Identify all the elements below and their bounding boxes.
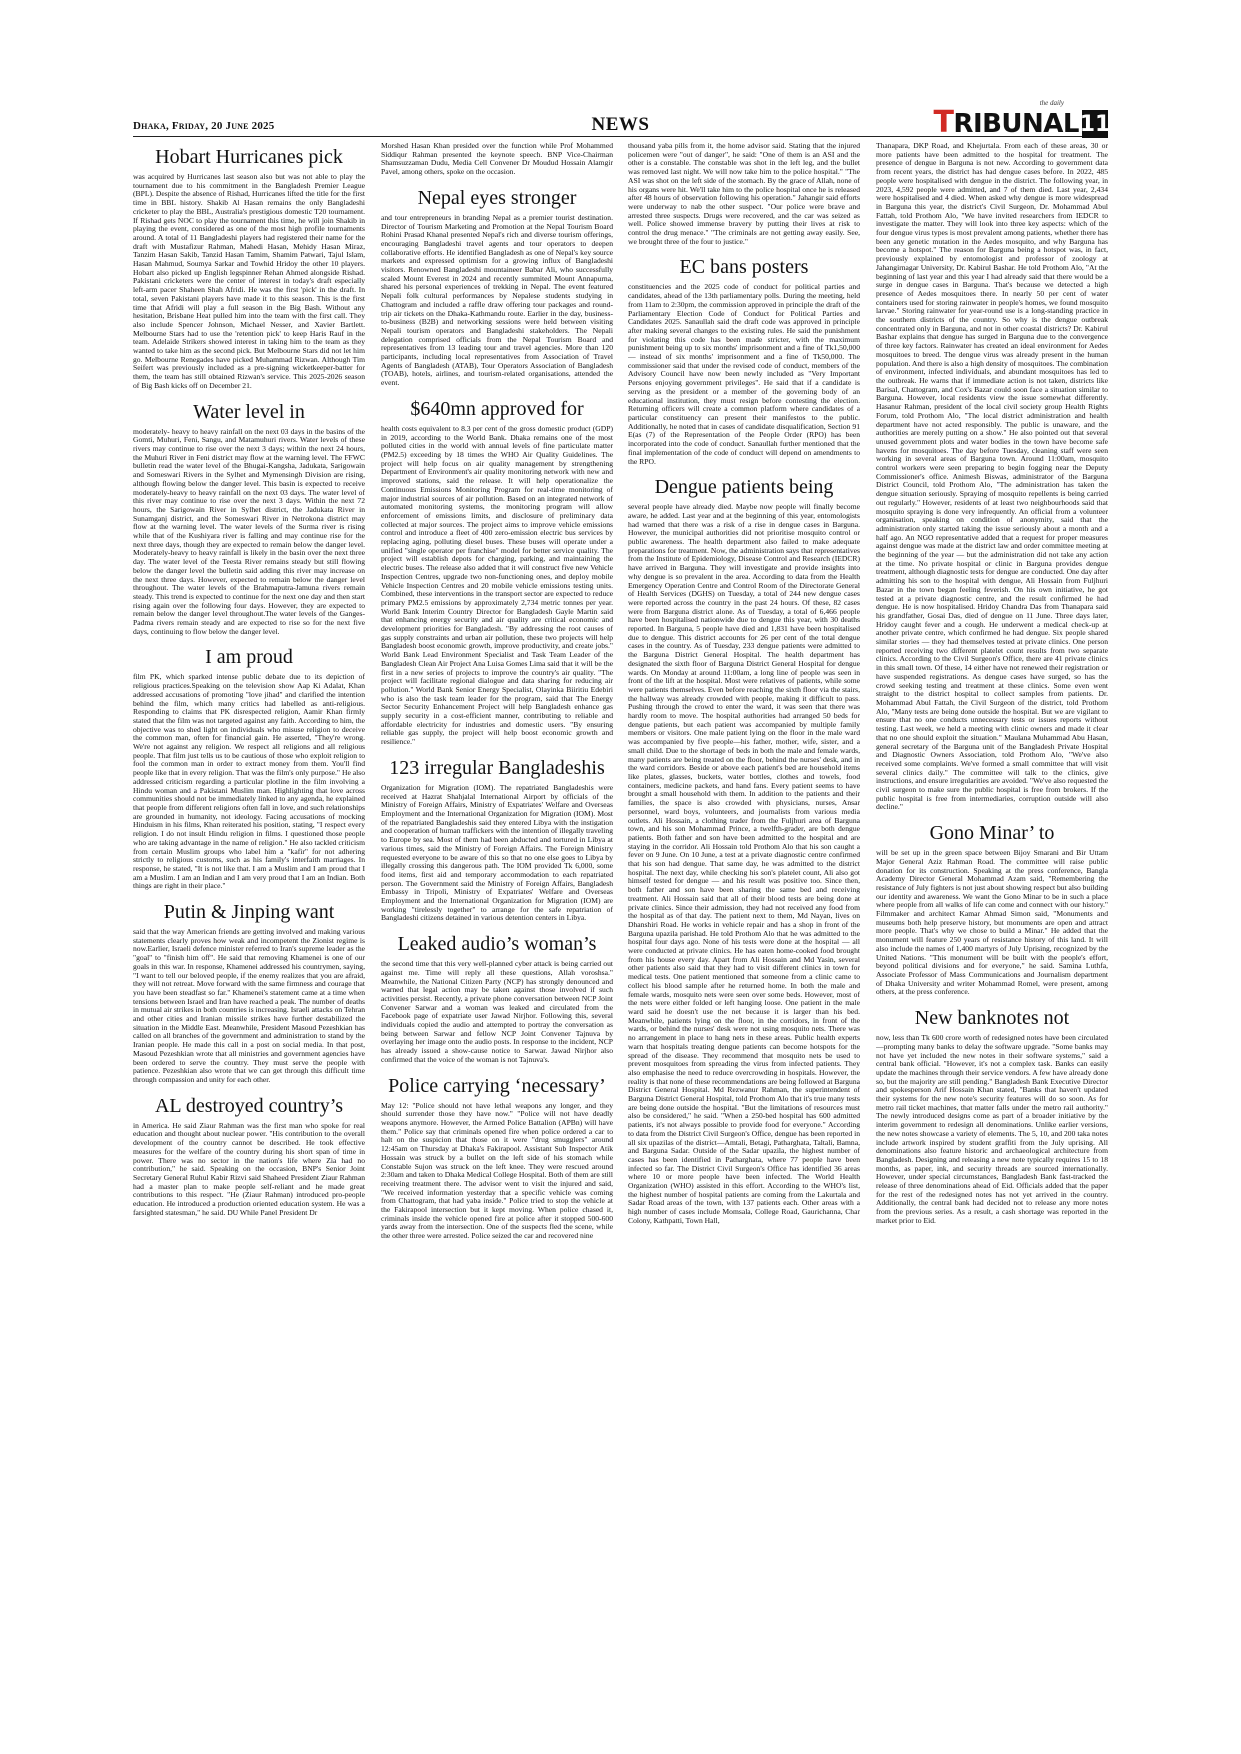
story-body: Organization for Migration (IOM). The repatriated Bangladeshis were received at Hazrat Shahjalal International Airport by officials of the Ministry of Foreign Affairs, Ministry of Expatriates' Welfare and Overseas Employment and the International Organization for Migration (IOM). Most of the repatriated Bangladeshis said they entered Libya with the instigation and cooperation of human traffickers with the intention of illegally traveling to Europe by sea. Most of them had been abducted and tortured in Libya at various times, said the Ministry of Foreign Affairs. The Foreign Ministry requested everyone to be aware of this so that no one else goes to Libya by illegally crossing this dangerous path. The IOM provided Tk 6,000, some food items, first aid and temporary accommodation to each repatriated person. The Government said the Ministry of Foreign Affairs, Bangladesh Embassy in Tripoli, Ministry of Expatriates' Welfare and Overseas Employment and the International Organization for Migration (IOM) are working "tirelessly together" to arrange for the safe repatriation of Bangladeshi citizens detained in various detention centers in Libya. xyxy=(381,782,613,923)
story-headline: AL destroyed country’s xyxy=(154,1094,344,1117)
logo-tagline: the daily xyxy=(1039,99,1064,107)
story-headline: $640mn approved for xyxy=(410,397,584,420)
story-body: Morshed Hasan Khan presided over the function while Prof Mohammed Siddiqur Rahman presented the keynote speech. BNP Vice-Chairman Shamsuzzaman Dudu, Media Cell Convener Dr Moudud Hossain Alamgir Pavel, among others, spoke on the occasion. xyxy=(381,142,613,177)
issue-date: Dhaka, Friday, 20 June 2025 xyxy=(133,120,275,132)
story-headline: New banknotes not xyxy=(914,1007,1070,1030)
news-story xyxy=(876,142,1108,812)
news-story xyxy=(133,142,365,391)
story-headline: Nepal eyes stronger xyxy=(417,186,577,209)
story-headline: Hobart Hurricanes pick xyxy=(155,146,343,168)
story-body: Thanapara, DKP Road, and Khejurtala. From each of these areas, 30 or more patients have been admitted to the hospital for treatment. The presence of dengue in Barguna is not new. According to government data from recent years, the district has had dengue cases before. In 2022, 485 people were hospitalised with dengue in the district. The following year, in 2023, 4,592 people were admitted, and 7 of them died. Last year, 2,434 were hospitalised and 4 died. When asked why dengue is more widespread in Barguna this year, the district's Civil Surgeon, Dr. Mohammad Abul Fattah, told Prothom Alo, "We have invited researchers from IEDCR to investigate the matter. They will look into three key aspects: which of the four dengue virus types is most prevalent among patients, whether there has been any genetic mutation in the Aedes mosquito, and why Barguna has become a hotspot." The reason for Barguna being a hotspot was, in fact, previously explained by entomologist and professor of zoology at Jahangirnagar University, Dr. Kabirul Bashar. He told Prothom Alo, "At the beginning of last year and this year I had already said that there would be a surge in dengue cases in Barguna. That's because we detected a high presence of Aedes mosquitoes there. In nearly 50 per cent of water containers used for storing rainwater in people's homes, we found mosquito larvae." Storing rainwater for year-round use is a long-standing practice in the southern districts of the country. So why is the dengue outbreak concentrated only in Barguna, and not in other coastal districts? Dr. Kabirul Bashar explains that dengue has surged in Barguna due to the convergence of three key factors. Rainwater has created an ideal environment for Aedes mosquitoes to breed. The dengue virus was already present in the human population. And there is also a high density of mosquitoes. The combination of environment, infected individuals, and abundant mosquitoes has led to the outbreak. He warns that if immediate action is not taken, districts like Barisal, Chattogram, and Cox's Bazar could soon face a situation similar to Barguna. However, local residents view the issue somewhat differently. Hasanur Rahman, president of the local civil society group Health Rights Forum, told Prothom Alo, "The local district administration and health department have not acted responsibly. The public is unaware, and the authorities are merely putting on a show." He also pointed out that several unused government plots and water bodies in the town have become safe havens for mosquitoes. The day before Tuesday, cleaning staff were seen working in several areas of Barguna town. Around 11:00am, mosquito control workers were seen preparing to begin fogging near the Deputy Commissioner's office. Animesh Biswas, administrator of the Barguna District Council, told Prothom Alo, "The administration has taken the dengue situation seriously. Spraying of mosquito repellents is being carried out regularly." However, residents of at least two neighbourhoods said that mosquito spraying is done very infrequently. An official from a volunteer organisation, speaking on condition of anonymity, said that the administration only started taking the issue seriously about a month and a half ago. An NGO representative added that a request for proper measures against dengue was made at the district law and order committee meeting at the beginning of the year — but the administration did not take any action at the time. No private hospital or clinic in Barguna provides dengue treatment, although diagnostic tests for dengue are conducted. One day after admitting his son to the hospital with dengue, Ali Hossain from Fuljhuri Bazar in the town began feeling feverish. On his own initiative, he got tested at a private diagnostic centre, and the result confirmed he had dengue. He is now hospitalised. Hridoy Chandra Das from Thanapara said his grandfather, Gosai Das, died of dengue on 11 June. Three days later, Hridoy caught fever and a cough. He underwent a medical check-up at another private centre, which confirmed he had dengue. Six people shared similar stories — they had themselves tested at private clinics. One person reported receiving two different platelet count results from two separate clinics. According to the Civil Surgeon's Office, there are 41 private clinics in this small town. Of these, 14 either have not renewed their registration or have suspended registrations. As dengue cases have surged, so has the crowd seeking testing and treatment at these clinics. Some even went straight to the district hospital to collect samples from patients. Dr. Mohammad Abul Fattah, the Civil Surgeon of the district, told Prothom Alo, "Many tests are being done outside the hospital. But we are vigilant to ensure that no one conducts unnecessary tests or issues reports without testing. Last week, we held a meeting with clinic owners and made it clear that no one should exploit the situation." Maulana Muhammad Abu Hasan, general secretary of the Barguna unit of the Bangladesh Private Hospital and Diagnostic Owners Association, told Prothom Alo, "We've also received some complaints. We've formed a small committee that will visit several clinics daily." The committee will talk to the clinics, give instructions, and ensure irregularities are avoided. "We've also requested the civil surgeon to make sure the public hospital is free from brokers. If the public hospital is free from intermediaries, corruption outside will also decline." xyxy=(876,142,1108,812)
story-body: the second time that this very well-planned cyber attack is being carried out against me. Time will reply all these questions, Allah voroshsa." Meanwhile, the National Citizen Party (NCP) has strongly denounced and warned that legal action may be taken against those involved if such activities persist. Recently, a private phone conversation between NCP Joint Convener Sarwar and a woman was leaked and circulated from the Facebook page of expatriate user Jawad Nirjhor. Following this, several individuals copied the audio and attempted to portray the conversation as being between Sarwar and fellow NCP Joint Convener Tajnuva by overlaying her image onto the audio posts. In response to the incident, NCP has already issued a show-cause notice to Sarwar. Jawad Nirjhor also confirmed that the voice of the woman is not Tajnuva's. xyxy=(381,959,613,1064)
story-headline: Police carrying ‘necessary’ xyxy=(388,1074,606,1097)
story-body: May 12: "Police should not have lethal weapons any longer, and they should surrender those they have now." "Police will not have deadly weapons anymore. However, the Armed Police Battalion (APBn) will have them." Police say that criminals opened fire when police ordered a car to halt on the suspicion that those on it were "drug smugglers" around 12:45am on Thursday at Dhaka's Fakirapool. Assistant Sub Inspector Atik Hossain was struck by a bullet on the left side of his stomach while Constable Sujon was struck on the left knee. They were rescued around 2:30am and taken to Dhaka Medical College Hospital. Both of them are still receiving treatment there. The advisor went to visit the injured and said, "We received information yesterday that a specific vehicle was coming from Chattogram, that had yaba inside." Police tried to stop the vehicle at the Fakirapool intersection but it kept moving. When police chased it, criminals inside the vehicle opened fire at police after it stopped 500-600 yards away from the intersection. One of the suspects fled the scene, while the other three were arrested. Police seized the car and recovered nine xyxy=(381,1100,613,1241)
story-body: constituencies and the 2025 code of conduct for political parties and candidates, ahead of the 13th parliamentary polls. During the meeting, held from 11am to 2:30pm, the commission approved in principle the draft of the Parliamentary Election Code of Conduct for Political Parties and Candidates 2025. Sanaullah said the draft code was approved in principle after making several changes to the existing rules. He said the punishment for violating this code has been made stricter, with the maximum punishment being up to six months' imprisonment and a fine of Tk1,50,000 — instead of six months' imprisonment and a fine of Tk50,000. The commissioner said that under the revised code of conduct, members of the Advisory Council have now been newly included as "Very Important Persons enjoying government privileges". He said that if a candidate is serving as the president or a member of the governing body of an educational institution, they must resign before contesting the election. Returning officers will create a common platform where candidates of a particular constituency can present their manifestos to the public. Additionally, he noted that in cases of candidate disqualification, Section 91 E(as (7) of the Representation of the People Order (RPO) has been incorporated into the code of conduct. Sanaullah further mentioned that the final implementation of the code of conduct will depend on amendments to the RPO. xyxy=(628,282,860,466)
story-headline: EC bans posters xyxy=(679,256,809,279)
section-title: NEWS xyxy=(591,114,650,135)
news-story xyxy=(133,1091,365,1218)
news-story xyxy=(133,397,365,637)
story-body: health costs equivalent to 8.3 per cent of the gross domestic product (GDP) in 2019, according to the World Bank. Dhaka remains one of the most polluted cities in the world with annual levels of fine particulate matter (PM2.5) exceeding by 18 times the WHO Air Quality Guidelines. The project will help focus on air quality management by strengthening Department of Environment's air quality monitoring network with new and improved stations, said the release. It will help operationalize the Continuous Emissions Monitoring Program for real-time monitoring of major industrial sources of air pollution. Based on an integrated network of automated monitoring systems, the monitoring program will allow enforcement of emissions limits, and disclosure of preliminary data collected at major sources. The project aims to improve vehicle emissions control and introduce a fleet of 400 zero-emission electric bus services by replacing aging, polluting diesel buses. These buses will operate under a unified "single operator per franchise" model for better service quality. The project will establish depots for charging, parking, and maintaining the electric buses. The release also added that it will construct five new Vehicle Inspection Centres, upgrade two non-functioning ones, and deploy mobile Vehicle Inspection Centres and 20 mobile vehicle emissions testing units. Combined, these interventions in the transport sector are expected to reduce primary PM2.5 emissions by approximately 2,734 metric tonnes per year. World Bank Interim Country Director for Bangladesh Gayle Martin said that enhancing energy security and air quality are critical economic and development priorities for Bangladesh. "By addressing the root causes of gas supply constraints and urban air pollution, these two projects will help Bangladesh boost economic growth, improve productivity, and create jobs." World Bank Lead Environment Specialist and Task Team Leader of the Bangladesh Clean Air Project Ana Luisa Gomes Lima said that it will be the first in a new series of projects to improve the country's air quality. "The project will facilitate regional dialogue and data sharing for reducing air pollution." World Bank Senior Energy Specialist, Olayinka Biiritiu Edebiri who is also the task team leader for the program, said that The Energy Sector Security Enhancement Project will help Bangladesh enhance gas supply security in a cost-efficient manner, contributing to reliable and affordable electricity for industries and domestic users. "By ensuring reliable gas supply, the project will help boost economic growth and resilience." xyxy=(381,423,613,747)
news-story xyxy=(133,897,365,1085)
news-story xyxy=(381,753,613,923)
news-story xyxy=(381,394,613,747)
story-headline: Leaked audio’s woman’s xyxy=(397,933,597,956)
news-story xyxy=(381,183,613,388)
story-headline: Putin & Jinping want xyxy=(163,901,335,924)
news-story xyxy=(381,142,613,177)
story-headline: 123 irregular Bangladeshis xyxy=(389,756,605,779)
logo-rest: RIBUNAL xyxy=(953,109,1079,139)
logo-wordmark xyxy=(933,105,1079,140)
story-body: several people have already died. Maybe now people will finally become aware, he added. Last year and at the beginning of this year, entomologists had warned that there was a risk of a rise in dengue cases in Barguna. However, the municipal authorities did not prioritise mosquito control or public awareness. The health department also failed to make adequate preparations for treatment. Now, the administration says that representatives from the Institute of Epidemiology, Disease Control and Research (IEDCR) have arrived in Barguna. They will investigate and provide insights into why dengue is so prevalent in the area. According to data from the Health Emergency Operation Centre and Control Room of the Directorate General of Health Services (DGHS) on Tuesday, a total of 244 new dengue cases were reported across the country in the past 24 hours. Of these, 82 cases were from Barguna district alone. As of Tuesday, a total of 6,466 people have been hospitalised nationwide due to dengue this year, with 30 deaths reported. In Barguna, 5 people have died and 1,831 have been hospitalised due to dengue. This district accounts for 26 per cent of the total dengue cases in the country. As of Tuesday, 233 dengue patients were admitted to the Barguna District General Hospital. The health department has designated the sixth floor of Barguna District General Hospital for dengue wards. On Monday at around 11:00am, a long line of people was seen in front of the lift at the hospital. Most were relatives of patients, while some were patients themselves. Even before reaching the sixth floor via the stairs, the hallway was already crowded with people, making it difficult to pass. Pushing through the crowd to enter the ward, it was seen that there was hardly room to move. The hospital authorities had arranged 50 beds for dengue patients, but each patient was accompanied by multiple family members or visitors. One male patient lying on the floor in the male ward was accompanied by five people—his father, mother, wife, sister, and a small child. Due to the shortage of beds in both the male and female wards, many patients are being treated on the floor, behind the nurses' desk, and in the ward corridors. Beside or above each patient's bed are household items like plates, glasses, buckets, water bottles, clothes and towels, food containers, medicine packets, and hand fans. Every patient seems to have brought a small household with them. In addition to the patients and their families, the space is also crowded with physicians, nurses, Ansar personnel, ward boys, volunteers, and journalists from various media outlets. Ali Hossain, a clothing trader from the Fuljhuri area of Barguna town, and his son Mohammad Prince, a twelfth-grader, are both dengue patients. Both father and son have been admitted to the hospital and are staying in the corridor. Ali Hossain told Prothom Alo that his son caught a fever on 9 June. On 10 June, a test at a private diagnostic centre confirmed that his son had dengue. That same day, he was admitted to the district hospital. The next day, while checking his son's platelet count, Ali also got himself tested for dengue — and his result was positive too. Since then, both father and son have been sharing the same bed and receiving treatment. Ali Hossain said that all of their blood tests are being done at private clinics. Since their admission, they had not received any food from the hospital as of that day. The patient next to them, Md Nayan, lives on Dhanshiri Road. He works in vehicle repair and has a shop in front of the Barguna upazila parishad. He told Prothom Alo that he was admitted to the hospital four days ago. None of his tests were done at the hospital — all were conducted at private clinics. He has eaten home-cooked food brought from his house every day. Apart from Ali Hossain and Md Yasin, several other patients also said that they had to visit different clinics in town for medical tests. One patient mentioned that someone from a clinic came to collect his blood sample after he returned home. In both the male and female wards, mosquito nets were seen over some beds. However, most of the nets were either folded or left hanging loose. One patient in the male ward said he doesn't use the net because it is larger than his bed. Meanwhile, patients lying on the floor, in the corridors, in front of the wards, or behind the nurses' desk were not using mosquito nets. There was no arrangement in place to hang nets in these areas. Public health experts warn that hospitals treating dengue patients can become hotspots for the spread of the disease. They recommend that mosquito nets be used to prevent mosquitoes from spreading the virus from infected patients. They also emphasise the need to reduce overcrowding in hospitals. However, the reality is that none of these recommendations are being followed at Barguna District General Hospital. Md Rezwanur Rahman, the superintendent of Barguna District General Hospital, told Prothom Alo that it's true many tests are being done outside the hospital. "But the limitations of resources must also be considered," he said. "When a 250-bed hospital has 600 admitted patients, it's not always possible to provide food for everyone." According to data from the District Civil Surgeon's Office, dengue has been reported in all six upazilas of the district—Amtali, Betagi, Patharghata, Taltali, Bamna, and Barguna Sadar. Outside of the Sadar upazila, the highest number of cases has been identified in Patharghata, where 77 people have been infected so far. The District Civil Surgeon's Office has identified 36 areas where 10 or more people have been infected. The World Health Organization (WHO) assisted in this effort. According to the WHO's list, the highest number of hospital patients are coming from the Lakurtala and Sadar Road areas of the town, with 137 patients each. Other areas with a high number of cases include Momsala, College Road, Gaurichanna, Char Colony, Kathpatti, Town Hall, xyxy=(628,502,860,1225)
news-story xyxy=(381,929,613,1064)
story-body: now, less than Tk 600 crore worth of redesigned notes have been circulated—prompting many banks to delay the software upgrade. "Some banks may not have yet included the new notes in their software systems," said a central bank official. "However, it's not a complex task. Banks can easily update the machines through their service vendors. A few have already done so, but the majority are still pending." Bangladesh Bank Executive Director and spokesperson Arif Hossain Khan stated, "Banks that haven't updated their systems for the new note's security features will do so soon. As for metro rail ticket machines, that matter falls under the metro rail authority." The newly introduced designs come as part of a broader initiative by the interim government to redesign all denominations. Unlike earlier versions, the new notes showcase a variety of elements. The 5, 10, and 200 taka notes include artwork inspired by student graffiti from the July uprising. All denominations also feature historic and archaeological architecture from Bangladesh. Designing and releasing a new note typically requires 15 to 18 months, as paper, ink, and security threads are sourced internationally. However, under special circumstances, Bangladesh Bank fast-tracked the release of three denominations ahead of Eid. Officials added that the paper for the rest of the redesigned notes has not yet arrived in the country. Additionally, the central bank had decided not to release any more notes from the previous series. As a result, a cash shortage was reported in the market prior to Eid. xyxy=(876,1033,1108,1225)
column-2 xyxy=(381,142,613,1682)
news-story xyxy=(628,142,860,246)
news-story xyxy=(628,472,860,1225)
story-body: film PK, which sparked intense public debate due to its depiction of religious practices.Speaking on the television show Aap Ki Adalat, Khan addressed accusations of promoting "love jihad" and clarified the intention behind the film, which many critics had labelled as anti-religious. Responding to claims that PK disrespected religion, Aamir Khan firmly stated that the film was not targeted against any faith. According to him, the objective was to shed light on individuals who misuse religion to deceive the common man, often for financial gain. He asserted, "They're wrong. We're not against any religion. We respect all religions and all religious people. That film just tells us to be cautious of those who exploit religion to fool the common man in order to extract money from them. You'll find people like that in every religion. That was the film's only purpose." He also addressed criticism regarding a particular plotline in the film involving a Hindu woman and a Pakistani Muslim man. Highlighting that love across communities should not be immediately linked to any agenda, he explained that people from different religions often fall in love, and such relationships are grounded in humanity, not ideology. Facing accusations of mocking Hinduism in his films, Khan reiterated his position, stating, "I respect every religion. I do not insult Hindu religion in films. I questioned those people who are taking advantage in the name of religion." He also tackled criticism from certain Muslim groups who label him a "kafir" for not adhering strictly to religious customs, such as his family's interfaith marriages. In response, he stated, "It is not like that. I am a Muslim and I am proud that I am a Muslim. I am an Indian and I am very proud that I am an Indian. Both things are right in their place." xyxy=(133,672,365,891)
tribunal-logo xyxy=(933,99,1111,140)
news-story xyxy=(876,818,1108,997)
column-4 xyxy=(876,142,1108,1682)
story-body: thousand yaba pills from it, the home advisor said. Stating that the injured policemen were "out of danger", he said: "One of them is an ASI and the other is a constable. The constable was shot in the left leg, and the bullet was removed last night. We will now take him to the police hospital." "The ASI was shot on the left side of the stomach. By the grace of Allah, none of his organs were hit. We'll take him to the police hospital once he is released after 48 hours of observation following his operation." Jahangir said efforts were underway to nab the other suspect. "Our police were brave and arrested three suspects. Drugs were recovered, and the car was seized as well. Police showed immense bravery by putting their lives at risk to control the drug menace." "The criminals are not getting away easily. See, we brought three of the four to justice." xyxy=(628,142,860,246)
page-number: 11 xyxy=(1079,111,1111,137)
story-body: in America. He said Ziaur Rahman was the first man who spoke for real education and thought about nuclear power. "His contribution to the overall development of the country cannot be described. He took effective measures for the welfare of the country during his short span of time in power. There was no sector in the nation's life where Zia had no contribution," he said. Speaking on the occasion, BNP's Senior Joint Secretary General Ruhul Kabir Rizvi said Shaheed President Ziaur Rahman had a master plan to make people self-reliant and he made great contributions to this respect. "He (Ziaur Rahman) introduced pro-people education. He introduced a production oriented education system. He was a farsighted statesman," he said. DU While Panel President Dr xyxy=(133,1120,365,1217)
news-story xyxy=(628,252,860,466)
news-story xyxy=(876,1003,1108,1225)
story-body: and tour entrepreneurs in branding Nepal as a premier tourist destination. Director of Tourism Marketing and Promotion at the Nepal Tourism Board Rohini Prasad Khanal presented Nepal's rich and diverse tourism offerings, encouraging Bangladeshi travel agents and tour operators to deepen collaborative efforts. He identified Bangladesh as one of Nepal's key source markets and expressed optimism for a growing influx of Bangladeshi visitors. Renowned Bangladeshi mountaineer Babar Ali, who successfully scaled Mount Everest in 2024 and recently summited Mount Annapurna, shared his personal experiences of trekking in Nepal. The event featured Nepali folk cultural performances by Nepalese students studying in Chattogram and included a raffle draw offering tour packages and round-trip air tickets on the Dhaka-Kathmandu route. Earlier in the day, business-to-business (B2B) and networking sessions were held between visiting Nepali tourism operators and Bangladeshi stakeholders. The Nepali delegation comprised officials from the Nepal Tourism Board and representatives from 13 leading tour and travel agencies. More than 120 participants, including local representatives from Association of Travel Agents of Bangladesh (ATAB), Tour Operators Association of Bangladesh (TOAB), hotels, airlines, and tourism-related organisations, attended the event. xyxy=(381,212,613,388)
story-headline: Gono Minar’ to xyxy=(929,822,1055,845)
story-headline: Dengue patients being xyxy=(654,476,834,499)
column-3 xyxy=(628,142,860,1682)
news-story xyxy=(133,642,365,891)
story-body: said that the way American friends are getting involved and making various statements clearly proves how weak and incompetent the Zionist regime is now.Earlier, Israeli defence minister referred to Iran's supreme leader as the "goal" to "finish him off". He said that removing Khamenei is one of our goals in this war. In response, Khamenei addressed his countrymen, saying, "I want to tell our beloved people, if the enemy realizes that you are afraid, they will not retreat. Move forward with the same firmness and courage that you have been steadfast so far." Khamenei's statement came at a time when tensions between Israel and Iran have reached a peak. The number of deaths in mutual air strikes in both countries is increasing. Israeli attacks on Tehran and other cities and Iranian missile strikes have further destabilized the situation in the Middle East. Meanwhile, President Masoud Pezeshkian has called on all branches of the government and administration to stand by the Iranian people. He made this call in a post on social media. In that post, Masoud Pezeshkian wrote that all ministries and government agencies have been ordered to serve the country. They must serve the people with patience. Pezeshkian also wrote that we can get through this difficult time through compassion and unity for each other. xyxy=(133,927,365,1084)
column-1 xyxy=(133,142,365,1682)
story-body: will be set up in the green space between Bijoy Smarani and Bir Uttam Major General Aziz Rahman Road. The committee will raise public donation for its construction. Speaking at the press conference, Bangla Academy Director General Mohammad Azam said, "Remembering the resistance of July fighters is not just about showing respect but also building our identity and awareness. We want the Gono Minar to be in such a place where people from all walks of life can come and connect with our history." Filmmaker and architect Kamar Ahmad Simon said, "Monuments and museums both help preserve history, but monuments are open and attract more people. That's why we chose to build a Minar." He added that the monument will feature 250 years of resistance history of this land. It will also include the names of 1,400 martyrs of July Uprising, recognized by the United Nations. "This monument will be built with the people's effort, beyond political divisions and for everyone," he said. Samina Luthfa, Associate Professor of Mass Communications and Journalism department of Dhaka University and writer Mohammad Romel, were present, among others, at the press conference. xyxy=(876,848,1108,997)
story-headline: I am proud xyxy=(205,646,293,669)
masthead xyxy=(133,99,1111,140)
logo-initial: T xyxy=(933,105,954,140)
story-headline: Water level in xyxy=(193,400,305,423)
story-body: moderately- heavy to heavy rainfall on the next 03 days in the basins of the Gomti, Muhuri, Feni, Sangu, and Matamuhuri rivers. Water levels of these rivers may continue to rise over the next 3 days; within the next 24 hours, the Muhuri River in Feni district may flow at the warning level. The FFWC bulletin read the water level of the Bhugai-Kangsha, Jadukata, Sarigowain and Someswari Rivers in the Sylhet and Mymensingh Division are rising, although flowing below the danger level. This basin is expected to receive moderately-heavy to heavy rainfall on the next 03 days. The water level of this river may continue to rise over the next 3 days. Within the next 72 hours, the Sarigowain River in Sylhet district, the Jadukata River in Sunamganj district, and the Someswari River in Netrokona district may flow at the warning level. The water levels of the Surma river is rising while that of the Kushiyara river is falling and may continue rise for the next three days, though they are expected to remain below the danger level. Moderately-heavy to heavy rainfall is likely in the basin over the next three day. The water level of the Teesta River remains steady but still flowing below the danger level the bulletin said adding this river may increase on the next three days. However, expected to remain below the danger level throughout. The water levels of the Brahmaputra-Jamuna rivers remain steady. This trend is expected to continue for the next one day and then start rising again over the following four days. However, they are expected to remain below the danger level throughout.The water levels of the Ganges-Padma rivers remain steady and are expected to rise so for the next five days, continuing to flow below the danger level. xyxy=(133,426,365,636)
news-story xyxy=(381,1071,613,1241)
story-body: was acquired by Hurricanes last season also but was not able to play the tournament due to his commitment in the Bangladesh Premier League (BPL). Despite the absence of Rishad, Hurricanes lifted the title for the first time in BBL history. Shakib Al Hasan remains the only Bangladeshi cricketer to play the BBL, Australia's prestigious domestic T20 tournament. If Rishad gets NOC to play the tournament this time, he will join Shakib in playing the event, considered as one of the most high profile tournaments around. A total of 11 Bangladeshi players had registered their name for the draft with Mustafizur Rahman, Mahedi Hasan, Mehidy Hasan Miraz, Tanzim Hasan Sakib, Tanzid Hasan Tamim, Shamim Patwari, Tajul Islam, Hasan Mahmud, Soumya Sarkar and Towhid Hridoy the other 10 players. Hobart also picked up English legspinner Rehan Ahmed alongside Rishad. Pakistani cricketers were the center of interest in today's draft especially left-arm pacer Shaheen Shah Afridi. He was the first 'pick' in the draft. In total, seven Pakistani players have made it to this season. This is the first time that Afridi will play a full season in the Big Bash. Without any hesitation, Brisbane Heat pulled him into the team with the first call. They also include Spencer Johnson, Michael Nesser, and Xavier Bartlett. Melbourne Stars had to use the 'retention pick' to keep Haris Rauf in the team. Adelaide Strikers showed interest in taking him to the team as they wanted to take him as the second pick. But Melbourne Stars did not let him go. Melbourne Renegades have picked Muhammad Rizwan. Although Tim Seifert was previously included as a pre-signing wicketkeeper-batter for them, the team has still obtained Rizwan's service. This 2025-2026 season of Big Bash kicks off on December 21. xyxy=(133,172,365,390)
